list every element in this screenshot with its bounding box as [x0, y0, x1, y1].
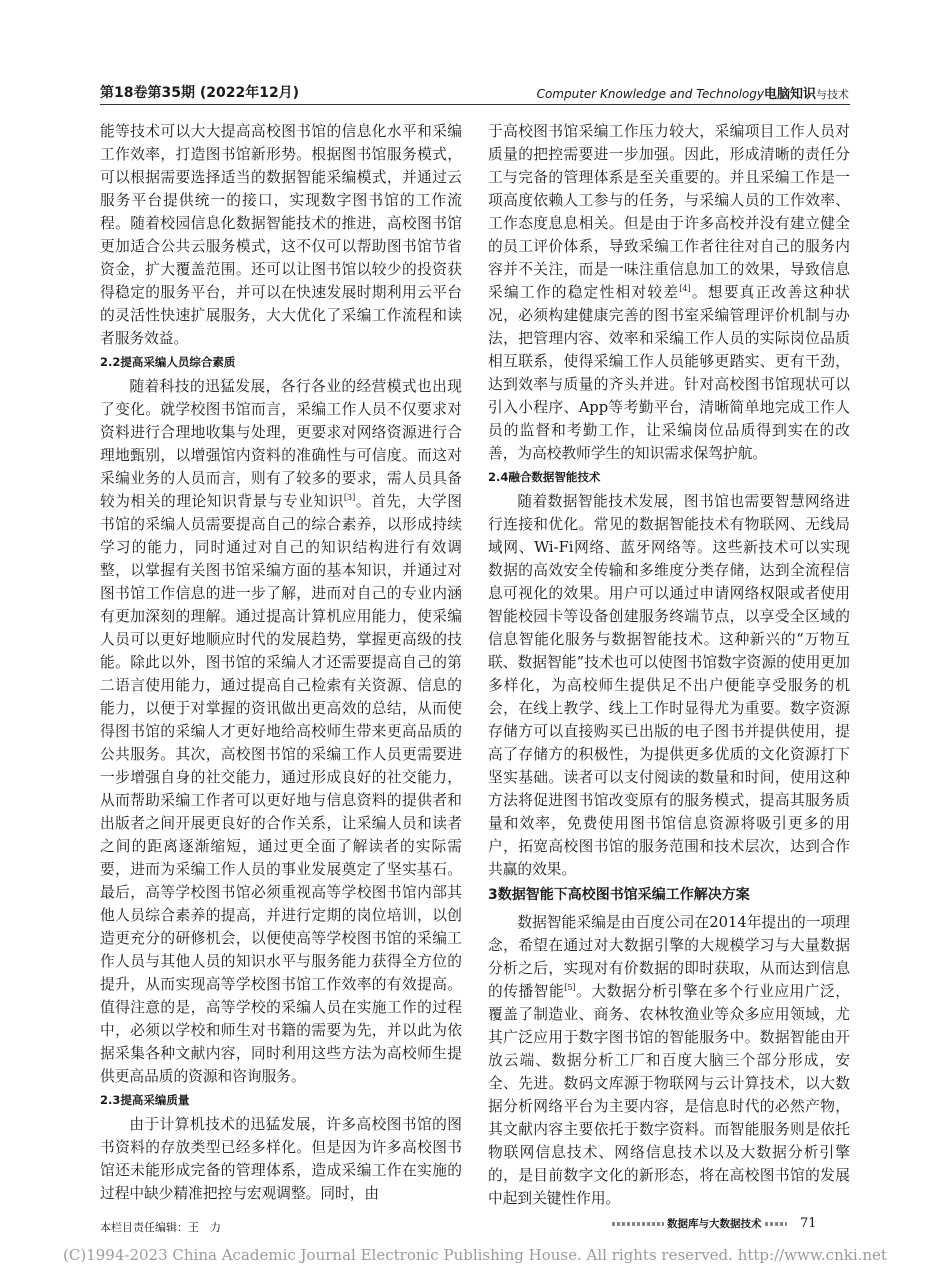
right-column [488, 120, 850, 1210]
paragraph [100, 375, 462, 1088]
paragraph-text: 。想要真正改善这种状况，必须构建健康完善的图书室采编管理评价机制与办法，把管理内容、效率和采编工作人员的实际岗位品质相互联系，使得采编工作人员能够更踏实、更有干劲，达到效率与质量的齐头并进。针对高校图书馆现状可以引入小程序、App等考勤平台，清晰简单地完成工作人员的监督和考勤工作，让采编岗位品质得到实在的改善，为高校教师学生的知识需求保驾护航。 [488, 284, 850, 462]
section-name [612, 1216, 787, 1231]
journal-name [537, 83, 849, 102]
paragraph [488, 911, 850, 1210]
page-number: 71 [800, 1216, 817, 1231]
copyright-watermark: (C)1994-2023 China Academic Journal Electronic Publishing House. All rights reserved. http://www.cnki.net [63, 1246, 887, 1264]
citation-ref: [3] [343, 493, 356, 503]
column-editor: 本栏目责任编辑：王 力 [100, 1221, 221, 1234]
section-label: 数据库与大数据技术 [667, 1218, 762, 1230]
section-heading: 2.2提高采编人员综合素质 [100, 355, 236, 369]
section-heading: 2.4融合数据智能技术 [488, 470, 601, 484]
paragraph-text: 。首先，大学图书馆的采编人员需要提高自己的综合素养，以形成持续学习的能力，同时通过对自己的知识结构进行有效调整，以掌握有关图书馆采编方面的基本知识，并通过对图书馆工作信息的进一步了解，进而对自己的专业内涵有更加深刻的理解。通过提高计算机应用能力，使采编人员可以更好地顺应时代的发展趋势，掌握更高级的技能。除此以外，图书馆的采编人才还需要提高自己的第二语言使用能力，通过提高自己检索有关资源、信息的能力，以便于对掌握的资讯做出更高效的总结，从而使得图书馆的采编人才更好地给高校师生带来更高品质的公共服务。其次，高校图书馆的采编工作人员更需要进一步增强自身的社交能力，通过形成良好的社交能力，从而帮助采编工作者可以更好地与信息资料的提供者和出版者之间开展更良好的合作关系，让采编人员和读者之间的距离逐渐缩短，通过更全面了解读者的实际需要，进而为采编工作人员的事业发展奠定了坚实基石。最后，高等学校图书馆必须重视高等学校图书馆内部其他人员综合素养的提高，并进行定期的岗位培训，以创造更充分的研修机会，以便使高等学校图书馆的采编工作人员与其他人员的知识水平与服务能力获得全方位的提升，从而实现高等学校图书馆工作效率的有效提高。值得注意的是，高等学校的采编人员在实施工作的过程中，必须以学校和师生对书籍的需要为先，并以此为依据采集各种文献内容，同时利用这些方法为高校师生提供更高品质的资源和咨询服务。 [100, 493, 462, 1085]
paragraph: 随着数据智能技术发展，图书馆也需要智慧网络进行连接和优化。常见的数据智能技术有物联网、无线局域网、Wi-Fi网络、蓝牙网络等。这些新技术可以实现数据的高效安全传输和多维度分类存储，达到全流程信息可视化的效果。用户可以通过申请网络权限或者使用智能校园卡等设备创建服务终端节点，以享受全区域的信息智能化服务与数据智能技术。这种新兴的“万物互联、数据智能”技术也可以使图书馆数字资源的使用更加多样化，为高校师生提供足不出户便能享受服务的机会，在线上教学、线上工作时显得尤为重要。数字资源存储方可以直接购买已出版的电子图书并提供使用，提高了存储方的积极性，为提供更多优质的文化资源打下坚实基础。读者可以支付阅读的数量和时间，使用这种方法将促进图书馆改变原有的服务模式，提高其服务质量和效率，免费使用图书馆信息资源将吸引更多的用户，拓宽高校图书馆的服务范围和技术层次，达到合作共赢的效果。 [488, 493, 850, 878]
paragraph-text: 数据智能采编是由百度公司在2014年提出的一项理念，希望在通过对大数据引擎的大规模学习与大量数据分析之后，实现对有价数据的即时获取，从而达到信息的传播智能 [488, 914, 850, 1000]
paragraph-text: 于高校图书馆采编工作压力较大，采编项目工作人员对质量的把控需要进一步加强。因此，形成清晰的责任分工与完备的管理体系是至关重要的。并且采编工作是一项高度依赖人工参与的任务，与采编人员的工作效率、工作态度息息相关。但是由于许多高校并没有建立健全的员工评价体系，导致采编工作者往往对自己的服务内容并不关注，而是一味注重信息加工的效果，导致信息采编工作的稳定性相对较差 [488, 123, 850, 301]
paragraph-text: 随着科技的迅猛发展，各行各业的经营模式也出现了变化。就学校图书馆而言，采编工作人员不仅要求对资料进行合理地收集与处理，更要求对网络资源进行合理地甄别，以增强馆内资料的准确性与可信度。而这对采编业务的人员而言，则有了较多的要求，需人员具备较为相关的理论知识背景与专业知识 [100, 378, 462, 510]
journal-name-suffix: 与技术 [816, 88, 849, 101]
paragraph: 能等技术可以大大提高高校图书馆的信息化水平和采编工作效率，打造图书馆新形势。根据图书馆服务模式，可以根据需要选择适当的数据智能采编模式，并通过云服务平台提供统一的接口，实现数字图书馆的工作流程。随着校园信息化数据智能技术的推进，高校图书馆更加适合公共云服务模式，这不仅可以帮助图书馆节省资金，扩大覆盖范围。还可以让图书馆以较少的投资获得稳定的服务平台，并可以在快速发展时期利用云平台的灵活性快速扩展服务，大大优化了采编工作流程和读者服务效益。 [100, 123, 462, 347]
paragraph [488, 120, 850, 465]
journal-name-en: Computer Knowledge and Technology [536, 87, 764, 101]
section-heading: 2.3提高采编质量 [100, 1093, 190, 1107]
left-column [100, 120, 462, 1205]
citation-ref: [5] [564, 983, 576, 993]
decorative-dashes [612, 1222, 664, 1226]
section-heading-main: 3数据智能下高校图书馆采编工作解决方案 [488, 887, 750, 903]
paragraph-text: 。大数据分析引擎在多个行业应用广泛，覆盖了制造业、商务、农林牧渔业等众多应用领域，尤其广泛应用于数字图书馆的智能服务中。数据智能由开放云端、数据分析工厂和百度大脑三个部分形成，安全、先进。数码文库源于物联网与云计算技术，以大数据分析网络平台为主要内容，是信息时代的必然产物，其文献内容主要依托于数字资料。而智能服务则是依托物联网信息技术、网络信息技术以及大数据分析引擎的，是目前数字文化的新形态，将在高校图书馆的发展中起到关键性作用。 [488, 983, 850, 1207]
header-rule [100, 104, 850, 105]
citation-ref: [4] [679, 284, 691, 294]
journal-issue: 第18卷第35期 (2022年12月) [100, 85, 300, 101]
journal-name-cn: 电脑知识 [763, 87, 816, 102]
decorative-dashes [765, 1222, 787, 1226]
paragraph: 由于计算机技术的迅猛发展，许多高校图书馆的图书资料的存放类型已经多样化。但是因为许多高校图书馆还未能形成完备的管理体系，造成采编工作在实施的过程中缺少精准把控与宏观调整。同时，由 [100, 1116, 462, 1202]
